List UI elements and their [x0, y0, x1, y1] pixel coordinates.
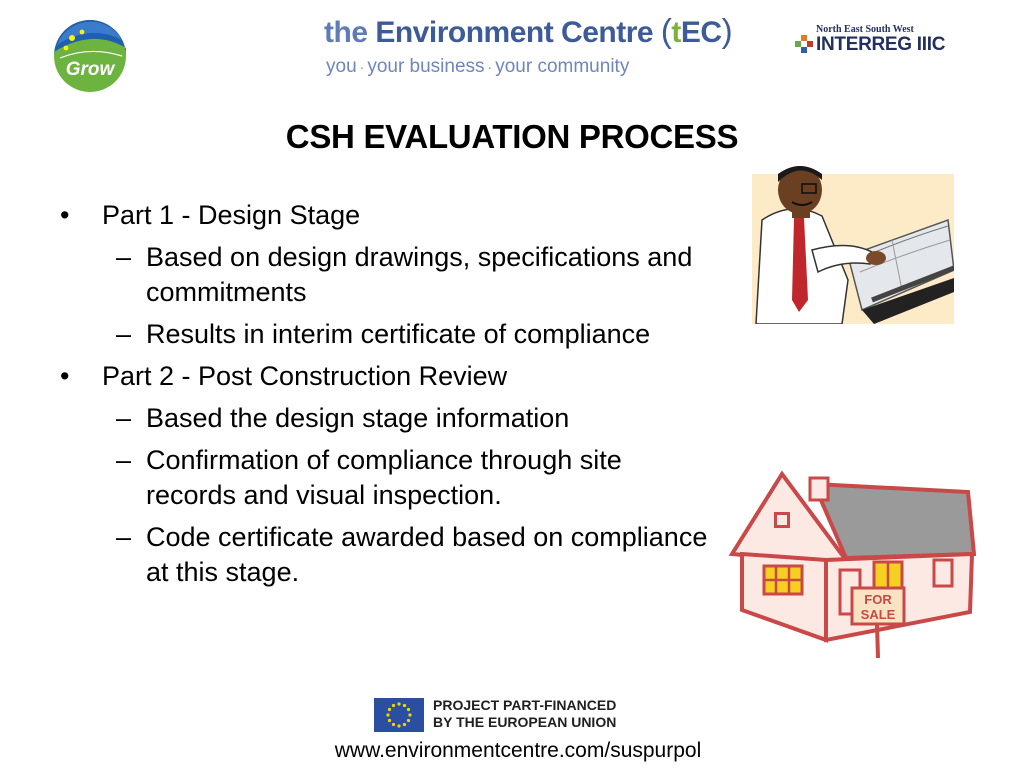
sub-bullet-item — [58, 520, 718, 590]
eu-flag-icon — [374, 698, 424, 732]
slide-title: CSH EVALUATION PROCESS — [285, 118, 739, 155]
sub-bullet-text: Based the design stage information — [146, 403, 570, 433]
eu-funding-line1: PROJECT PART-FINANCED — [433, 697, 617, 713]
tec-logo-tagline — [326, 56, 629, 78]
sub-bullet-text: Code certificate awarded based on compliance at this stage. — [146, 522, 708, 587]
for-sale-sign-line2: SALE — [860, 607, 896, 622]
house-for-sale-clipart — [728, 462, 976, 662]
tec-logo-abbr-ec: EC — [680, 16, 722, 49]
sub-bullet-marker: – — [116, 445, 132, 475]
eu-funding-line2: BY THE EUROPEAN UNION — [433, 714, 617, 730]
bullet-list — [58, 198, 718, 590]
grow-logo — [52, 18, 128, 94]
sub-bullet-text: Results in interim certificate of compliance — [146, 319, 651, 349]
sub-bullet-marker: – — [116, 403, 132, 433]
bullet-text: Part 1 - Design Stage — [102, 200, 361, 230]
tagline-dot-1: · — [359, 59, 365, 75]
sub-bullet-marker: – — [116, 522, 132, 552]
eu-funding-text — [433, 697, 616, 731]
tec-logo-name — [324, 12, 732, 50]
for-sale-sign-line1: FOR — [864, 592, 892, 607]
tec-logo-paren-open: ( — [660, 12, 672, 49]
sub-bullet-item — [58, 317, 718, 352]
tec-logo — [324, 12, 733, 82]
tagline-community: your community — [495, 56, 630, 77]
bullet-item — [58, 198, 718, 233]
sub-bullet-marker: – — [116, 319, 132, 349]
footer-url: www.environmentcentre.com/suspurpol — [334, 739, 702, 762]
tagline-you: you — [326, 56, 357, 77]
architect-clipart — [752, 160, 954, 324]
sub-bullet-marker: – — [116, 242, 132, 272]
interreg-subtitle: North East South West — [816, 24, 914, 35]
tagline-business: your business — [367, 56, 485, 77]
bullet-marker: • — [60, 200, 70, 230]
sub-bullet-item — [58, 443, 718, 513]
tec-logo-paren-close: ) — [721, 12, 733, 49]
sub-bullet-text: Confirmation of compliance through site records and visual inspection. — [146, 445, 622, 510]
grow-logo-text: Grow — [65, 59, 115, 80]
bullet-item — [58, 359, 718, 394]
tec-logo-abbr-t: t — [671, 16, 681, 49]
tec-logo-the: the — [324, 16, 368, 49]
bullet-marker: • — [60, 361, 70, 391]
interreg-title: INTERREG IIIC — [816, 34, 946, 55]
sub-bullet-item — [58, 240, 718, 310]
interreg-squares-icon — [794, 34, 814, 54]
interreg-logo — [794, 24, 964, 60]
bullet-text: Part 2 - Post Construction Review — [102, 361, 508, 391]
tagline-dot-2: · — [487, 59, 493, 75]
tec-logo-environment-centre: Environment Centre — [375, 16, 654, 49]
sub-bullet-text: Based on design drawings, specifications and commitments — [146, 242, 693, 307]
sub-bullet-item — [58, 401, 718, 436]
